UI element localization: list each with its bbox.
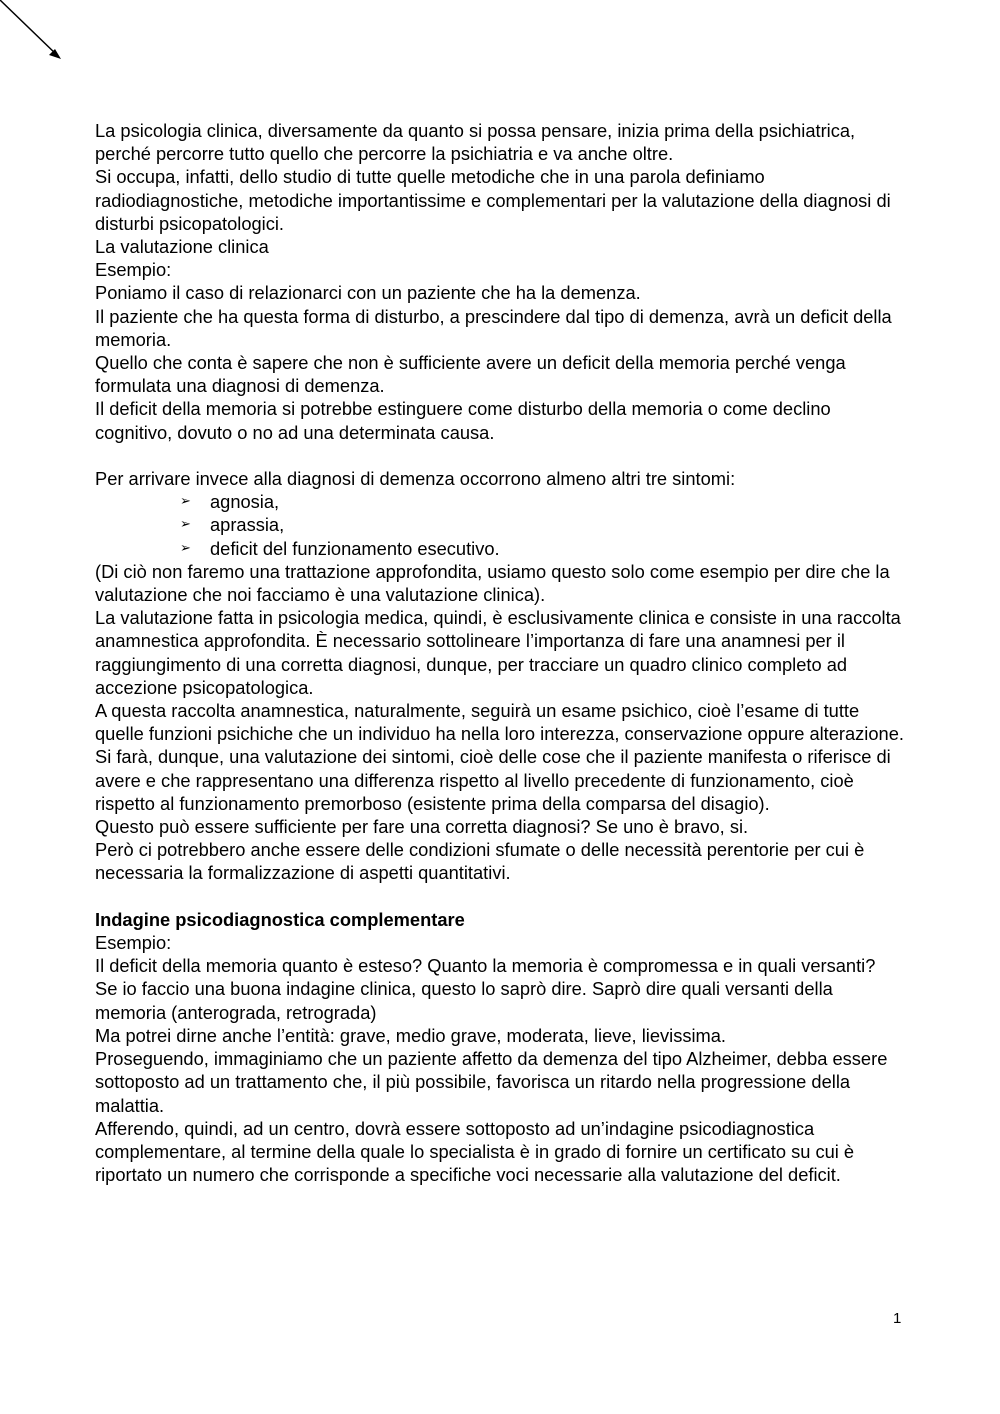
paragraph: Esempio: [95,259,172,281]
blank-line [95,885,907,908]
list-item-text: agnosia, [210,491,280,513]
paragraph: Il deficit della memoria quanto è esteso? Quanto la memoria è compromessa e in quali versanti? [95,955,876,977]
section-heading: Indagine psicodiagnostica complementare [95,908,465,930]
blank-line [95,444,907,467]
paragraph: A questa raccolta anamnestica, naturalmente, seguirà un esame psichico, cioè l’esame di tutte quelle funzioni psichiche che un individuo ha nella loro interezza, conservazione oppure alterazione. [95,700,904,745]
arrowhead-bullet-icon: ➢ [180,517,191,533]
arrowhead-bullet-icon: ➢ [180,540,191,556]
paragraph: Si occupa, infatti, dello studio di tutte quelle metodiche che in una parola definiamo radiodiagnostiche, metodiche importantissime e complementari per la valutazione della diagnosi di disturbi psicopatologici. [95,166,891,234]
paragraph: (Di ciò non faremo una trattazione approfondita, usiamo questo solo come esempio per dire che la valutazione che noi facciamo è una valutazione clinica). [95,560,890,606]
arrowhead-bullet-icon: ➢ [180,494,191,510]
paragraph: Questo può essere sufficiente per fare una corretta diagnosi? Se uno è bravo, si. [95,816,749,838]
list-item-text: deficit del funzionamento esecutivo. [210,537,500,559]
paragraph: Quello che conta è sapere che non è sufficiente avere un deficit della memoria perché venga formulata una diagnosi di demenza. [95,352,846,397]
paragraph: La psicologia clinica, diversamente da quanto si possa pensare, inizia prima della psichiatrica, perché percorre tutto quello che percorre la psichiatria e va anche oltre. [95,120,856,165]
page-number: 1 [893,1310,902,1327]
subheading: La valutazione clinica [95,236,269,258]
symptoms-list [95,490,907,560]
paragraph: Il deficit della memoria si potrebbe estinguere come disturbo della memoria o come declino cognitivo, dovuto o no ad una determinata causa. [95,398,831,443]
list-item [95,513,907,536]
paragraph: Poniamo il caso di relazionarci con un paziente che ha la demenza. [95,282,641,304]
paragraph: Ma potrei dirne anche l’entità: grave, medio grave, moderata, lieve, lievissima. [95,1024,727,1046]
paragraph: Si farà, dunque, una valutazione dei sintomi, cioè delle cose che il paziente manifesta o riferisce di avere e che rappresentano una differenza rispetto al livello precedente di funzionamento, cioè rispetto al funzionamento premorboso (esistente prima della comparsa del disagio). [95,746,891,814]
paragraph: Proseguendo, immaginiamo che un paziente affetto da demenza del tipo Alzheimer, debba essere sottoposto ad un trattamento che, il più possibile, favorisca un ritardo nella progressione della malattia. [95,1048,888,1116]
diagonal-arrow-icon [0,0,70,70]
list-item-text: aprassia, [210,514,285,536]
list-item [95,490,907,513]
paragraph: Però ci potrebbero anche essere delle condizioni sfumate o delle necessità perentorie per cui è necessaria la formalizzazione di aspetti quantitativi. [95,839,865,884]
document-body [95,119,907,1186]
paragraph: Il paziente che ha questa forma di disturbo, a prescindere dal tipo di demenza, avrà un deficit della memoria. [95,305,892,350]
paragraph: Esempio: [95,932,172,954]
list-item [95,537,907,560]
paragraph: Afferendo, quindi, ad un centro, dovrà essere sottoposto ad un’indagine psicodiagnostica complementare, al termine della quale lo specialista è in grado di fornire un certificato su cui è riportato un numero che corrisponde a specifiche voci necessarie alla valutazione del deficit. [95,1117,855,1186]
paragraph: Se io faccio una buona indagine clinica, questo lo saprò dire. Saprò dire quali versanti della memoria (anterograda, retrograda) [95,978,833,1023]
symptoms-intro: Per arrivare invece alla diagnosi di demenza occorrono almeno altri tre sintomi: [95,468,736,490]
paragraph: La valutazione fatta in psicologia medica, quindi, è esclusivamente clinica e consiste in una raccolta anamnestica approfondita. È necessario sottolineare l’importanza di fare una anamnesi per il raggiungimento di una corretta diagnosi, dunque, per tracciare un quadro clinico completo ad accezione psicopatologica. [95,607,901,698]
